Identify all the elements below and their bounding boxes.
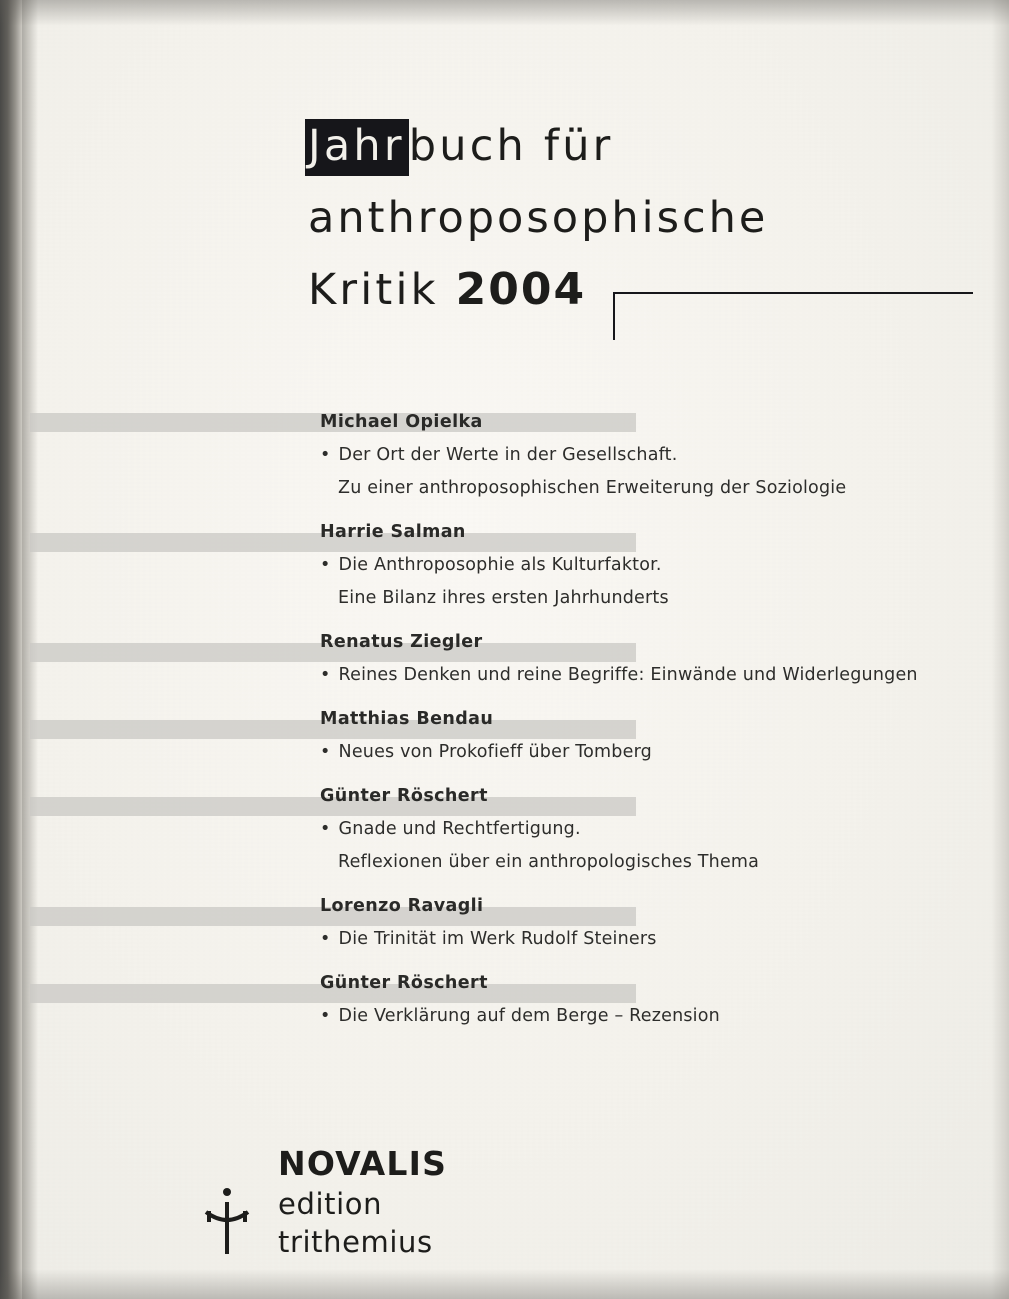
title-rule-horizontal [613, 292, 973, 294]
contents-item [320, 549, 970, 582]
bullet-icon: • [320, 1006, 331, 1026]
contents-entry [320, 779, 970, 879]
contents-entry [320, 515, 970, 615]
title-highlight-jahr: Jahr [305, 119, 409, 176]
contents-entry [320, 702, 970, 769]
contents-author: Günter Röschert [320, 786, 488, 806]
title-line-2: anthroposophische [308, 193, 769, 243]
scan-shadow-bottom [0, 1269, 1009, 1299]
contents-entry [320, 889, 970, 956]
contents-subtitle: Reflexionen über ein anthropologisches Thema [338, 852, 760, 872]
contents-item-title: Die Anthroposophie als Kulturfaktor. [338, 555, 662, 575]
contents-item-title: Neues von Prokofieff über Tomberg [338, 742, 652, 762]
title-line-1 [308, 110, 998, 182]
contents-list [320, 405, 970, 1033]
contents-item [320, 659, 970, 692]
bullet-icon: • [320, 665, 331, 685]
contents-author: Harrie Salman [320, 522, 466, 542]
contents-author: Michael Opielka [320, 412, 483, 432]
title-line-1-rest: buch für [408, 121, 614, 171]
contents-item [320, 1000, 970, 1033]
contents-item-title: Reines Denken und reine Begriffe: Einwände und Widerlegungen [338, 665, 918, 685]
bullet-icon: • [320, 819, 331, 839]
bullet-icon: • [320, 742, 331, 762]
contents-item-title: Die Trinität im Werk Rudolf Steiners [338, 929, 657, 949]
publisher-block [278, 1143, 447, 1261]
contents-item-title: Der Ort der Werte in der Gesellschaft. [338, 445, 678, 465]
scan-shadow-top [0, 0, 1009, 26]
contents-item [320, 813, 970, 846]
contents-author: Günter Röschert [320, 973, 488, 993]
publisher-name: NOVALIS [278, 1144, 448, 1183]
publisher-logo-icon [196, 1178, 258, 1256]
contents-author: Renatus Ziegler [320, 632, 483, 652]
title-year: 2004 [455, 264, 587, 315]
title-line-3 [308, 254, 998, 326]
title-line-3-prefix: Kritik [308, 265, 439, 315]
publisher-line-3: trithemius [278, 1225, 433, 1259]
publisher-line-2: edition [278, 1187, 383, 1221]
contents-entry [320, 966, 970, 1033]
contents-entry [320, 405, 970, 505]
contents-item [320, 923, 970, 956]
contents-author: Matthias Bendau [320, 709, 494, 729]
contents-item [320, 439, 970, 472]
book-spine-edge [0, 0, 22, 1299]
contents-item-title: Die Verklärung auf dem Berge – Rezension [338, 1006, 720, 1026]
contents-subtitle: Zu einer anthroposophischen Erweiterung der Soziologie [338, 478, 847, 498]
contents-entry [320, 625, 970, 692]
contents-subtitle: Eine Bilanz ihres ersten Jahrhunderts [338, 588, 669, 608]
contents-author: Lorenzo Ravagli [320, 896, 484, 916]
contents-item [320, 736, 970, 769]
bullet-icon: • [320, 929, 331, 949]
title-rule-vertical [613, 292, 615, 340]
bullet-icon: • [320, 555, 331, 575]
bullet-icon: • [320, 445, 331, 465]
contents-item-title: Gnade und Rechtfertigung. [338, 819, 581, 839]
